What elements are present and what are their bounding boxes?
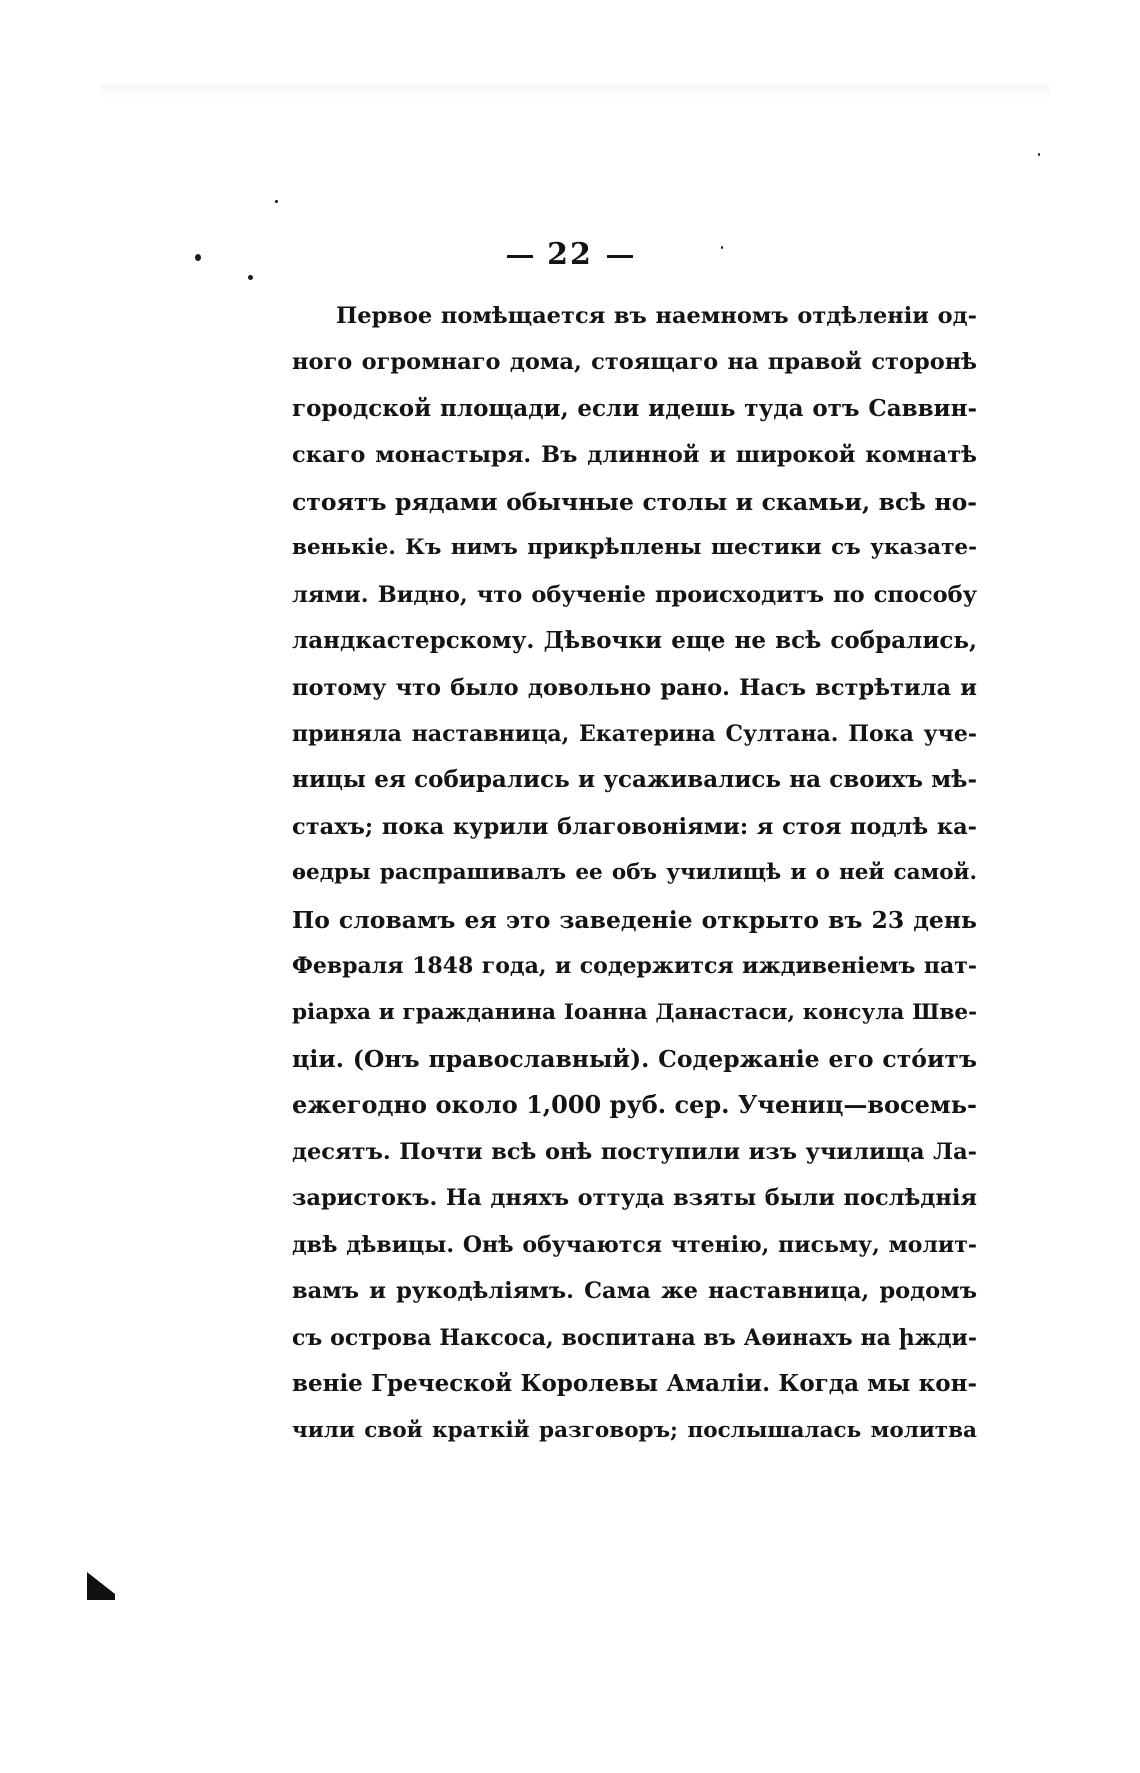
page-number-value: 22 [547,237,593,272]
scan-edge-shadow [100,85,1050,99]
text-line: лями. Видно, что обученіе происходитъ по способу [292,581,977,608]
text-line: ежегодно около 1,000 руб. сер. Учениц—восемь- [292,1090,977,1120]
text-line: По словамъ ея это заведеніе открыто въ 23 день [292,905,977,934]
text-line: ландкастерскому. Дѣвочки еще не всѣ собрались, [292,627,977,655]
text-line: потому что было довольно рано. Насъ встрѣтила и [292,674,977,701]
text-line: заристокъ. На дняхъ оттуда взяты были послѣднія [292,1185,977,1212]
page-number [0,237,1140,272]
text-line: вамъ и рукодѣліямъ. Сама же наставница, родомъ [292,1278,977,1305]
text-line: городской площади, если идешь туда отъ Саввин- [292,394,977,422]
text-line: ріарха и гражданина Іоанна Данастаси, консула Шве- [292,999,977,1025]
text-line: ѳедры распрашивалъ ее объ училищѣ и о ней самой. [292,860,977,886]
text-line: Первое помѣщается въ наемномъ отдѣленіи од- [336,303,977,329]
text-line: съ острова Наксоса, воспитана въ Аѳинахъ на իжди- [292,1324,977,1351]
body-paragraph [292,293,977,1454]
scan-speck [275,200,278,203]
text-line: веніе Греческой Королевы Амаліи. Когда мы кон- [292,1370,977,1398]
page-number-dash-left [507,255,533,258]
text-line: ного огромнаго дома, стоящаго на правой сторонѣ [292,349,977,376]
scan-speck [721,246,723,249]
text-line: приняла наставница, Екатерина Султана. Пока уче- [292,720,977,747]
text-line: Февраля 1848 года, и содержится иждивеніемъ пат- [292,953,977,980]
text-line: десятъ. Почти всѣ онѣ поступили изъ училища Ла- [292,1138,977,1165]
text-line: ціи. (Онъ православный). Содержаніе его стóитъ [292,1045,977,1073]
text-line: стахъ; пока курили благовоніями: я стоя подлѣ ка- [292,813,977,840]
text-line: стоятъ рядами обычные столы и скамьи, всѣ но- [292,487,977,516]
text-line: венькіе. Къ нимъ прикрѣплены шестики съ указате- [292,535,977,561]
scan-corner-mark-base [87,1594,115,1600]
scan-speck [248,275,253,280]
text-line: чили свой краткій разговоръ; послышалась молитва [292,1417,977,1443]
scan-speck [195,254,201,261]
text-line: двѣ дѣвицы. Онѣ обучаются чтенію, письму, молит- [292,1231,977,1258]
scan-speck [1038,153,1040,156]
text-line: скаго монастыря. Въ длинной и широкой комнатѣ [292,442,977,469]
page-number-dash-right [607,255,633,258]
text-line: ницы ея собирались и усаживались на своихъ мѣ- [292,766,977,794]
scan-corner-mark [87,1572,115,1594]
